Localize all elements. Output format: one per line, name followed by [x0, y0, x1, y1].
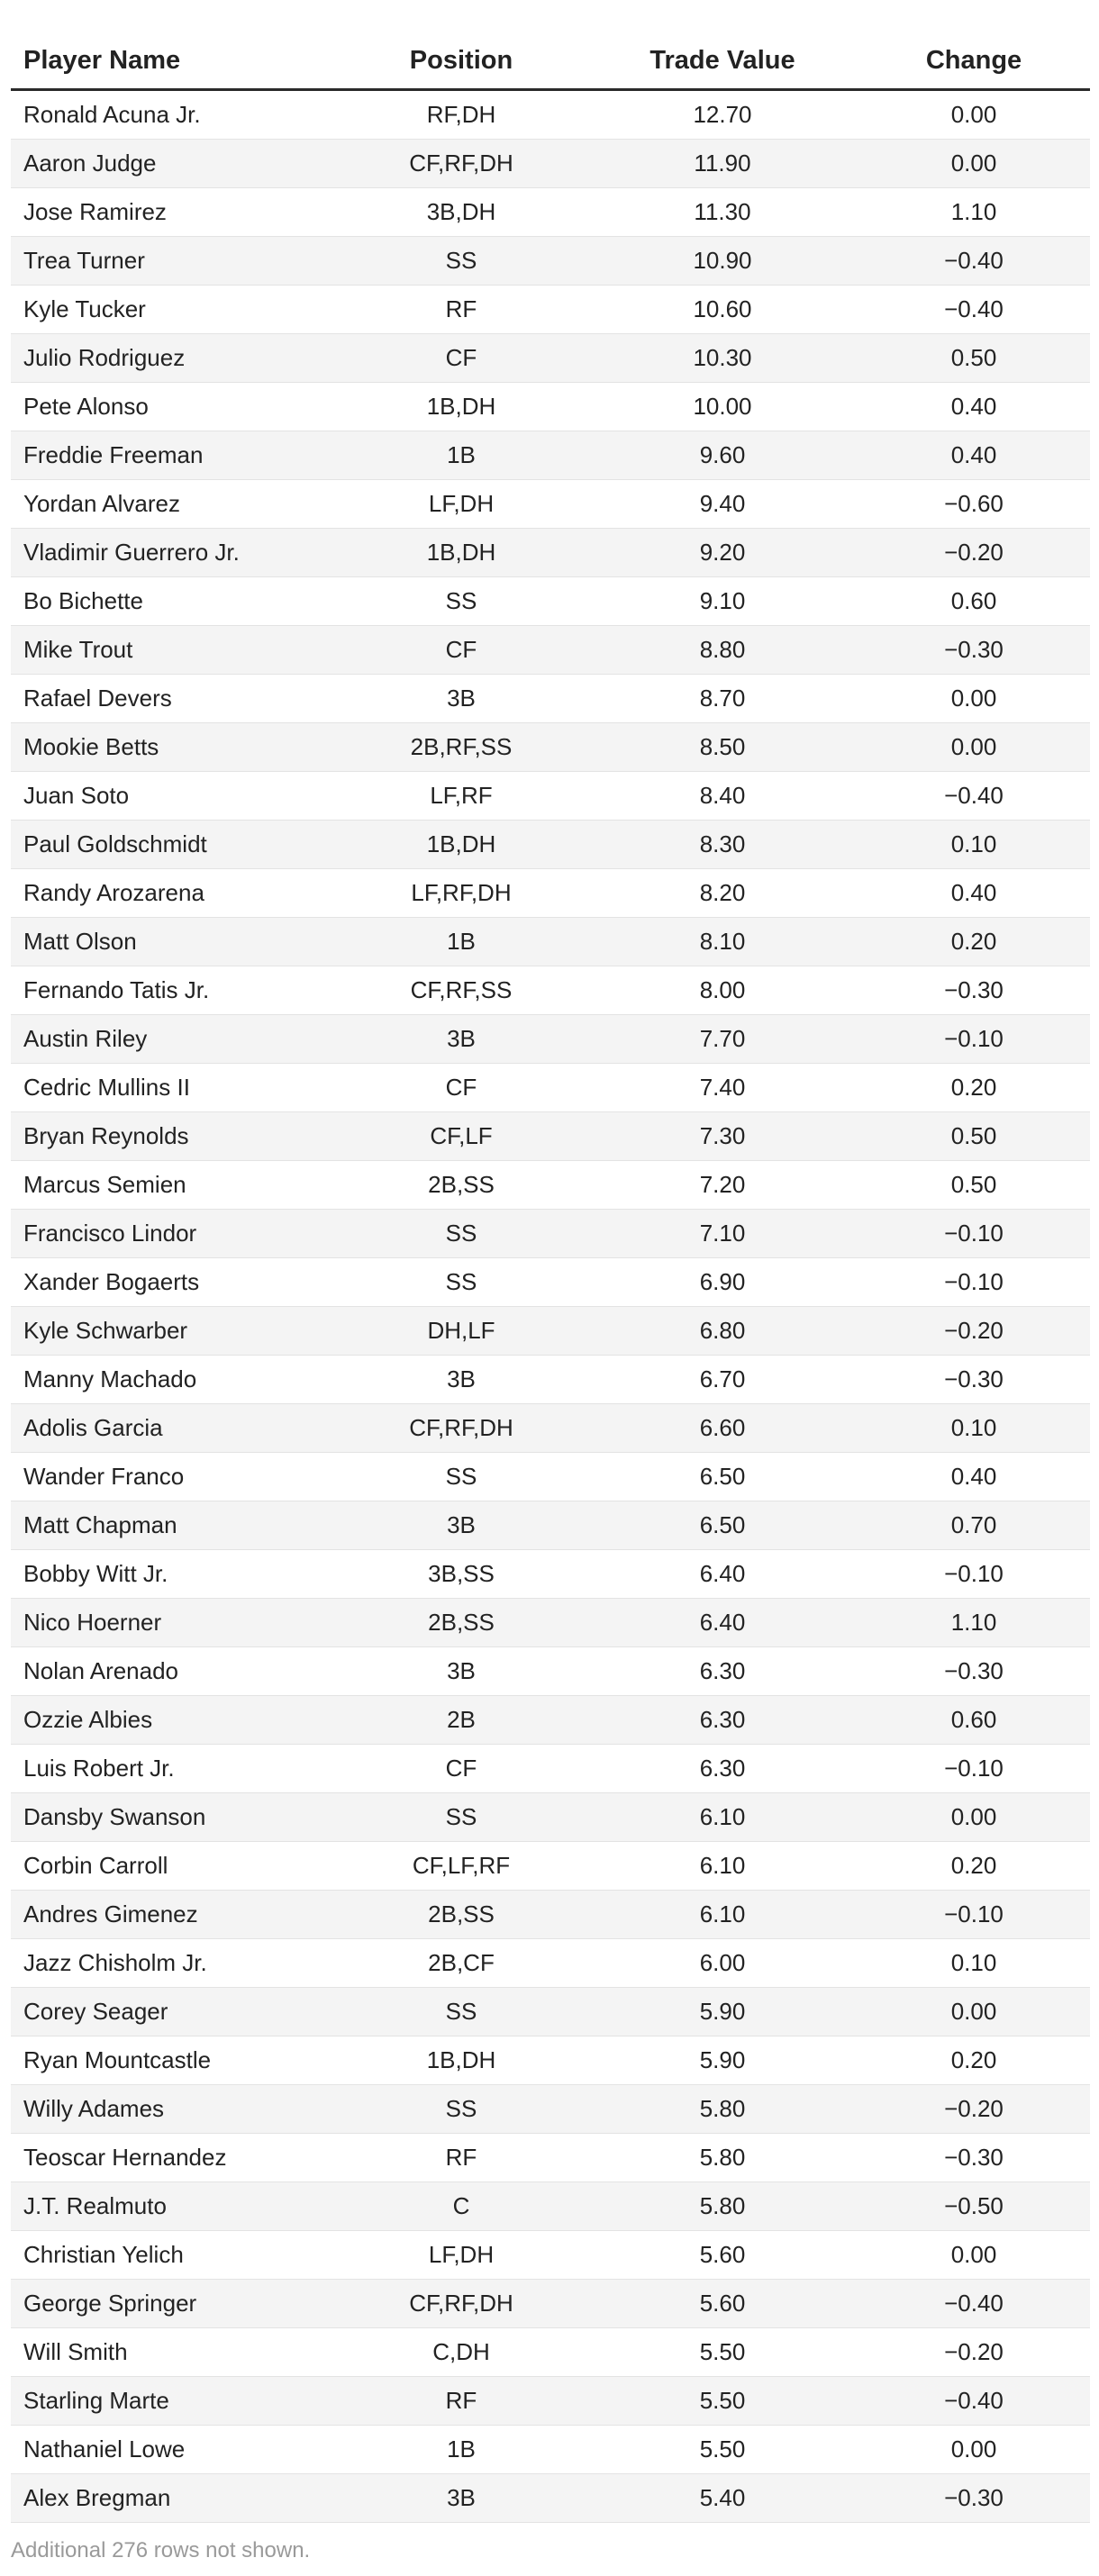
trade-value-cell: 6.90 [587, 1258, 858, 1307]
table-row [11, 1696, 1090, 1745]
change-cell: −0.20 [858, 529, 1090, 577]
position-cell: CF,RF,SS [335, 966, 587, 1015]
player-name-cell: Willy Adames [11, 2085, 335, 2134]
player-name-cell: Cedric Mullins II [11, 1064, 335, 1112]
position-cell: CF,LF [335, 1112, 587, 1161]
player-name-cell: Corey Seager [11, 1988, 335, 2036]
trade-value-cell: 6.30 [587, 1647, 858, 1696]
change-cell: 0.10 [858, 1939, 1090, 1988]
player-name-cell: Kyle Schwarber [11, 1307, 335, 1356]
position-cell: 1B,DH [335, 2036, 587, 2085]
player-name-cell: Aaron Judge [11, 140, 335, 188]
trade-value-cell: 8.40 [587, 772, 858, 821]
change-cell: −0.30 [858, 2134, 1090, 2182]
player-name-cell: Rafael Devers [11, 675, 335, 723]
position-cell: 1B,DH [335, 529, 587, 577]
change-cell: 0.50 [858, 1112, 1090, 1161]
position-cell: LF,RF,DH [335, 869, 587, 918]
trade-value-cell: 6.40 [587, 1599, 858, 1647]
change-cell: 0.20 [858, 2036, 1090, 2085]
trade-value-cell: 6.10 [587, 1891, 858, 1939]
change-cell: −0.10 [858, 1891, 1090, 1939]
position-cell: 2B,SS [335, 1161, 587, 1210]
player-name-cell: Manny Machado [11, 1356, 335, 1404]
change-cell: −0.20 [858, 2085, 1090, 2134]
table-row [11, 140, 1090, 188]
position-cell: CF [335, 1745, 587, 1793]
player-name-cell: Christian Yelich [11, 2231, 335, 2280]
position-cell: 1B [335, 918, 587, 966]
position-cell: 2B,SS [335, 1891, 587, 1939]
trade-value-cell: 7.20 [587, 1161, 858, 1210]
player-name-cell: Jazz Chisholm Jr. [11, 1939, 335, 1988]
player-name-cell: Francisco Lindor [11, 1210, 335, 1258]
change-cell: 0.20 [858, 1064, 1090, 1112]
position-cell: SS [335, 237, 587, 286]
trade-value-cell: 5.50 [587, 2426, 858, 2474]
table-row [11, 772, 1090, 821]
position-cell: 1B,DH [335, 821, 587, 869]
trade-value-cell: 9.60 [587, 431, 858, 480]
trade-value-cell: 10.30 [587, 334, 858, 383]
player-name-cell: Jose Ramirez [11, 188, 335, 237]
change-cell: 1.10 [858, 188, 1090, 237]
table-row [11, 2474, 1090, 2523]
change-cell: 0.40 [858, 383, 1090, 431]
change-cell: 0.10 [858, 821, 1090, 869]
change-cell: −0.40 [858, 772, 1090, 821]
trade-value-cell: 10.60 [587, 286, 858, 334]
trade-value-cell: 10.00 [587, 383, 858, 431]
trade-value-cell: 7.40 [587, 1064, 858, 1112]
position-cell: 2B,CF [335, 1939, 587, 1988]
trade-value-cell: 6.50 [587, 1453, 858, 1501]
position-cell: SS [335, 1988, 587, 2036]
position-cell: 3B [335, 1647, 587, 1696]
position-cell: LF,RF [335, 772, 587, 821]
table-row [11, 1891, 1090, 1939]
table-row [11, 723, 1090, 772]
change-cell: −0.40 [858, 2280, 1090, 2328]
player-name-cell: Ozzie Albies [11, 1696, 335, 1745]
player-name-cell: Nathaniel Lowe [11, 2426, 335, 2474]
table-body [11, 90, 1090, 2523]
table-row [11, 529, 1090, 577]
change-cell: 0.00 [858, 1988, 1090, 2036]
position-cell: CF,RF,DH [335, 140, 587, 188]
table-row [11, 1404, 1090, 1453]
change-cell: −0.20 [858, 2328, 1090, 2377]
change-cell: 0.40 [858, 869, 1090, 918]
table-row [11, 675, 1090, 723]
table-row [11, 1453, 1090, 1501]
player-name-cell: Ronald Acuna Jr. [11, 90, 335, 140]
trade-value-cell: 6.10 [587, 1793, 858, 1842]
trade-value-cell: 11.90 [587, 140, 858, 188]
table-row [11, 90, 1090, 140]
position-cell: 2B,RF,SS [335, 723, 587, 772]
rows-not-shown-note: Additional 276 rows not shown. [11, 2538, 311, 2562]
trade-value-cell: 5.40 [587, 2474, 858, 2523]
change-cell: 0.60 [858, 577, 1090, 626]
table-row [11, 2182, 1090, 2231]
player-name-cell: Dansby Swanson [11, 1793, 335, 1842]
position-cell: 3B [335, 1501, 587, 1550]
trade-value-cell: 6.10 [587, 1842, 858, 1891]
player-name-cell: Alex Bregman [11, 2474, 335, 2523]
player-name-cell: Luis Robert Jr. [11, 1745, 335, 1793]
table-row [11, 188, 1090, 237]
change-cell: −0.10 [858, 1015, 1090, 1064]
table-row [11, 1550, 1090, 1599]
change-cell: −0.30 [858, 626, 1090, 675]
change-cell: 0.50 [858, 334, 1090, 383]
table-row [11, 2231, 1090, 2280]
table-row [11, 1064, 1090, 1112]
position-cell: RF [335, 2134, 587, 2182]
change-cell: −0.30 [858, 2474, 1090, 2523]
trade-value-cell: 5.90 [587, 1988, 858, 2036]
table-row [11, 431, 1090, 480]
position-cell: 3B [335, 1015, 587, 1064]
player-name-cell: Bobby Witt Jr. [11, 1550, 335, 1599]
position-cell: 1B [335, 431, 587, 480]
table-row [11, 821, 1090, 869]
player-name-cell: Matt Olson [11, 918, 335, 966]
table-row [11, 286, 1090, 334]
player-name-cell: Ryan Mountcastle [11, 2036, 335, 2085]
table-row [11, 1745, 1090, 1793]
change-cell: 0.70 [858, 1501, 1090, 1550]
position-cell: CF,LF,RF [335, 1842, 587, 1891]
trade-value-cell: 6.70 [587, 1356, 858, 1404]
trade-value-cell: 8.80 [587, 626, 858, 675]
table-row [11, 1356, 1090, 1404]
table-header [11, 32, 1090, 90]
trade-value-cell: 10.90 [587, 237, 858, 286]
change-cell: 1.10 [858, 1599, 1090, 1647]
table-row [11, 1210, 1090, 1258]
position-cell: LF,DH [335, 2231, 587, 2280]
change-cell: −0.20 [858, 1307, 1090, 1356]
table-row [11, 1842, 1090, 1891]
position-cell: SS [335, 1793, 587, 1842]
trade-value-cell: 6.50 [587, 1501, 858, 1550]
change-cell: 0.10 [858, 1404, 1090, 1453]
trade-value-cell: 8.00 [587, 966, 858, 1015]
trade-value-cell: 6.80 [587, 1307, 858, 1356]
trade-value-cell: 8.50 [587, 723, 858, 772]
player-name-cell: Mike Trout [11, 626, 335, 675]
trade-value-cell: 6.30 [587, 1745, 858, 1793]
position-cell: 1B [335, 2426, 587, 2474]
change-cell: 0.00 [858, 723, 1090, 772]
trade-value-cell: 8.30 [587, 821, 858, 869]
player-name-cell: Trea Turner [11, 237, 335, 286]
table-row [11, 2134, 1090, 2182]
change-cell: 0.00 [858, 2426, 1090, 2474]
table-row [11, 383, 1090, 431]
player-name-cell: Randy Arozarena [11, 869, 335, 918]
player-name-cell: Julio Rodriguez [11, 334, 335, 383]
change-cell: −0.10 [858, 1550, 1090, 1599]
position-cell: CF [335, 1064, 587, 1112]
column-header-trade-value[interactable]: Trade Value [587, 32, 858, 90]
position-cell: SS [335, 2085, 587, 2134]
position-cell: SS [335, 1258, 587, 1307]
trade-value-cell: 7.70 [587, 1015, 858, 1064]
table-row [11, 1988, 1090, 2036]
player-name-cell: Xander Bogaerts [11, 1258, 335, 1307]
trade-value-cell: 12.70 [587, 90, 858, 140]
player-name-cell: Kyle Tucker [11, 286, 335, 334]
change-cell: 0.20 [858, 1842, 1090, 1891]
header-row [11, 32, 1090, 90]
position-cell: C [335, 2182, 587, 2231]
player-name-cell: Paul Goldschmidt [11, 821, 335, 869]
player-name-cell: Bo Bichette [11, 577, 335, 626]
position-cell: CF,RF,DH [335, 2280, 587, 2328]
change-cell: −0.10 [858, 1210, 1090, 1258]
trade-value-cell: 5.50 [587, 2377, 858, 2426]
position-cell: 3B [335, 2474, 587, 2523]
change-cell: −0.30 [858, 966, 1090, 1015]
change-cell: 0.00 [858, 140, 1090, 188]
trade-value-cell: 5.60 [587, 2280, 858, 2328]
position-cell: 3B [335, 1356, 587, 1404]
table-row [11, 626, 1090, 675]
change-cell: −0.40 [858, 2377, 1090, 2426]
table-row [11, 966, 1090, 1015]
table-row [11, 2085, 1090, 2134]
change-cell: −0.50 [858, 2182, 1090, 2231]
position-cell: LF,DH [335, 480, 587, 529]
table-row [11, 1793, 1090, 1842]
player-name-cell: Starling Marte [11, 2377, 335, 2426]
change-cell: 0.00 [858, 1793, 1090, 1842]
position-cell: 1B,DH [335, 383, 587, 431]
position-cell: C,DH [335, 2328, 587, 2377]
trade-value-cell: 9.10 [587, 577, 858, 626]
change-cell: 0.00 [858, 90, 1090, 140]
table-row [11, 237, 1090, 286]
position-cell: 2B [335, 1696, 587, 1745]
table-row [11, 1112, 1090, 1161]
trade-value-cell: 7.30 [587, 1112, 858, 1161]
player-name-cell: Will Smith [11, 2328, 335, 2377]
player-name-cell: George Springer [11, 2280, 335, 2328]
position-cell: 3B,DH [335, 188, 587, 237]
trade-value-cell: 11.30 [587, 188, 858, 237]
trade-value-cell: 5.80 [587, 2182, 858, 2231]
table-row [11, 1647, 1090, 1696]
player-name-cell: Fernando Tatis Jr. [11, 966, 335, 1015]
player-name-cell: Wander Franco [11, 1453, 335, 1501]
trade-value-cell: 5.60 [587, 2231, 858, 2280]
player-name-cell: Yordan Alvarez [11, 480, 335, 529]
player-name-cell: Corbin Carroll [11, 1842, 335, 1891]
table-row [11, 2426, 1090, 2474]
position-cell: CF [335, 626, 587, 675]
player-name-cell: J.T. Realmuto [11, 2182, 335, 2231]
change-cell: 0.40 [858, 431, 1090, 480]
trade-value-cell: 6.40 [587, 1550, 858, 1599]
position-cell: 3B [335, 675, 587, 723]
change-cell: −0.30 [858, 1647, 1090, 1696]
table-row [11, 1599, 1090, 1647]
position-cell: SS [335, 1453, 587, 1501]
change-cell: −0.10 [858, 1745, 1090, 1793]
change-cell: −0.10 [858, 1258, 1090, 1307]
player-name-cell: Nico Hoerner [11, 1599, 335, 1647]
change-cell: 0.00 [858, 675, 1090, 723]
table-row [11, 1501, 1090, 1550]
trade-value-cell: 8.10 [587, 918, 858, 966]
position-cell: DH,LF [335, 1307, 587, 1356]
position-cell: 2B,SS [335, 1599, 587, 1647]
player-name-cell: Juan Soto [11, 772, 335, 821]
trade-value-cell: 8.20 [587, 869, 858, 918]
player-name-cell: Vladimir Guerrero Jr. [11, 529, 335, 577]
change-cell: −0.60 [858, 480, 1090, 529]
table-row [11, 869, 1090, 918]
player-name-cell: Mookie Betts [11, 723, 335, 772]
change-cell: 0.00 [858, 2231, 1090, 2280]
position-cell: SS [335, 577, 587, 626]
table-row [11, 2377, 1090, 2426]
trade-value-cell: 5.50 [587, 2328, 858, 2377]
trade-value-cell: 6.00 [587, 1939, 858, 1988]
trade-value-cell: 9.40 [587, 480, 858, 529]
trade-value-cell: 8.70 [587, 675, 858, 723]
player-name-cell: Pete Alonso [11, 383, 335, 431]
change-cell: −0.40 [858, 237, 1090, 286]
trade-value-cell: 6.60 [587, 1404, 858, 1453]
table-row [11, 1307, 1090, 1356]
trade-value-cell: 6.30 [587, 1696, 858, 1745]
table-row [11, 2280, 1090, 2328]
player-name-cell: Nolan Arenado [11, 1647, 335, 1696]
change-cell: 0.20 [858, 918, 1090, 966]
table-row [11, 334, 1090, 383]
table-row [11, 2036, 1090, 2085]
column-header-change[interactable]: Change [858, 32, 1090, 90]
player-name-cell: Bryan Reynolds [11, 1112, 335, 1161]
table-row [11, 2328, 1090, 2377]
trade-value-cell: 7.10 [587, 1210, 858, 1258]
player-name-cell: Freddie Freeman [11, 431, 335, 480]
trade-value-cell: 5.80 [587, 2085, 858, 2134]
trade-value-cell: 5.80 [587, 2134, 858, 2182]
player-name-cell: Marcus Semien [11, 1161, 335, 1210]
table-row [11, 1258, 1090, 1307]
position-cell: RF [335, 286, 587, 334]
change-cell: 0.50 [858, 1161, 1090, 1210]
table-row [11, 1015, 1090, 1064]
trade-value-table [11, 32, 1090, 2523]
position-cell: 3B,SS [335, 1550, 587, 1599]
column-header-player-name[interactable]: Player Name [11, 32, 335, 90]
change-cell: −0.40 [858, 286, 1090, 334]
position-cell: CF,RF,DH [335, 1404, 587, 1453]
table-row [11, 577, 1090, 626]
table-row [11, 918, 1090, 966]
player-name-cell: Matt Chapman [11, 1501, 335, 1550]
player-name-cell: Andres Gimenez [11, 1891, 335, 1939]
player-name-cell: Adolis Garcia [11, 1404, 335, 1453]
change-cell: 0.60 [858, 1696, 1090, 1745]
trade-value-cell: 5.90 [587, 2036, 858, 2085]
player-name-cell: Austin Riley [11, 1015, 335, 1064]
player-name-cell: Teoscar Hernandez [11, 2134, 335, 2182]
change-cell: 0.40 [858, 1453, 1090, 1501]
trade-value-cell: 9.20 [587, 529, 858, 577]
table-row [11, 480, 1090, 529]
position-cell: RF,DH [335, 90, 587, 140]
position-cell: RF [335, 2377, 587, 2426]
table-row [11, 1161, 1090, 1210]
position-cell: SS [335, 1210, 587, 1258]
position-cell: CF [335, 334, 587, 383]
table-row [11, 1939, 1090, 1988]
column-header-position[interactable]: Position [335, 32, 587, 90]
change-cell: −0.30 [858, 1356, 1090, 1404]
